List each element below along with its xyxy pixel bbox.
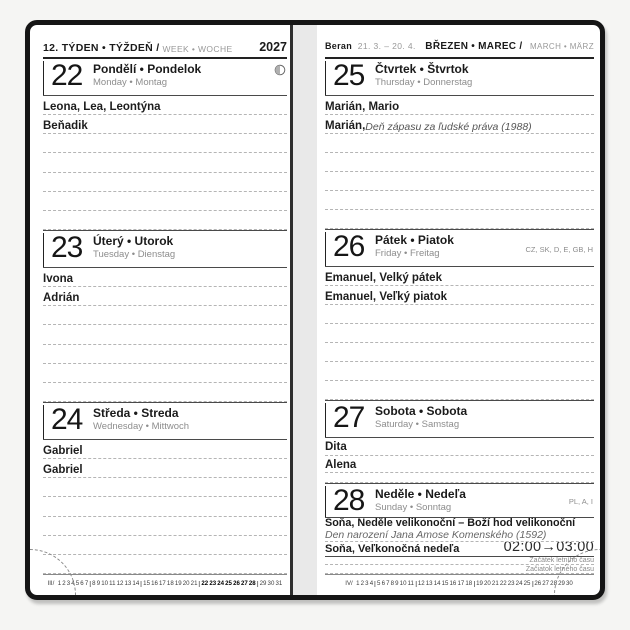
entry-name: Marián, — [325, 119, 366, 132]
empty-line — [43, 134, 287, 153]
calendar-day-6: 6 — [80, 579, 84, 587]
day-name-en-de: Friday • Freitag — [375, 247, 440, 259]
year-label: 2027 — [259, 40, 287, 54]
week-break-tick — [257, 581, 258, 587]
day-block-22 — [43, 59, 287, 230]
calendar-day-25: 25 — [224, 579, 232, 587]
moon-phase-icon — [274, 61, 287, 78]
day-names — [375, 403, 467, 437]
calendar-day-27: 27 — [542, 579, 550, 587]
calendar-day-5: 5 — [377, 579, 381, 587]
calendar-day-27: 27 — [240, 579, 248, 587]
calendar-day-30: 30 — [267, 579, 275, 587]
day-names — [93, 61, 201, 95]
empty-line — [43, 325, 287, 344]
empty-line — [325, 343, 594, 362]
calendar-day-19: 19 — [476, 579, 484, 587]
empty-line — [43, 173, 287, 192]
empty-line — [43, 517, 287, 536]
day-name-en-de: Thursday • Donnerstag — [375, 76, 473, 88]
week-break-tick — [375, 581, 376, 587]
day-rows — [43, 96, 287, 230]
zodiac-name: Beran — [325, 41, 353, 51]
day-header — [325, 59, 594, 96]
day-header — [325, 401, 594, 438]
right-day-blocks — [325, 59, 594, 574]
diary-entry: Beňadik — [43, 115, 287, 134]
month-calendar-strip-april — [325, 574, 594, 591]
day-header — [43, 403, 287, 440]
week-break-tick — [474, 581, 475, 587]
day-block-25 — [325, 59, 594, 229]
day-name-en-de: Tuesday • Dienstag — [93, 248, 176, 260]
calendar-day-24: 24 — [217, 579, 224, 587]
diary-entry: Emanuel, Veľký piatok — [325, 286, 594, 305]
anniversary-note: Den narození Jana Amose Komenského (1592) — [325, 530, 594, 543]
calendar-day-31: 31 — [275, 579, 283, 587]
left-day-blocks — [43, 59, 287, 574]
calendar-day-19: 19 — [174, 579, 182, 587]
day-rows — [325, 518, 594, 574]
empty-line — [43, 211, 287, 230]
holiday-entry: Soňa, Neděle velikonoční – Boží hod velikonoční — [325, 518, 576, 529]
empty-line — [43, 555, 287, 574]
calendar-strip-numbers — [47, 580, 282, 587]
calendar-day-11: 11 — [108, 579, 116, 587]
diary-entry: Gabriel — [43, 459, 287, 478]
day-number: 23 — [43, 233, 93, 267]
calendar-day-28: 28 — [248, 579, 256, 587]
month-name: BŘEZEN • MAREC / — [425, 41, 523, 52]
calendar-day-12: 12 — [418, 579, 425, 587]
calendar-day-22: 22 — [500, 579, 507, 587]
diary-entry: Gabriel — [43, 440, 287, 459]
calendar-day-15: 15 — [441, 579, 449, 587]
calendar-day-18: 18 — [465, 579, 473, 587]
empty-line — [325, 172, 594, 191]
empty-line — [325, 473, 594, 483]
diary-entry: Emanuel, Velký pátek — [325, 267, 594, 286]
calendar-day-23: 23 — [209, 579, 216, 587]
calendar-day-29: 29 — [558, 579, 566, 587]
day-header — [325, 484, 594, 518]
holiday-entry: Soňa, Veľkonočná nedeľa — [325, 542, 460, 555]
calendar-day-29: 29 — [259, 579, 267, 587]
empty-line — [325, 153, 594, 172]
empty-line — [43, 345, 287, 364]
day-rows — [325, 438, 594, 483]
page-gutter — [290, 25, 317, 595]
dst-note: Začiatok letného času — [325, 565, 594, 574]
day-name-en-de: Wednesday • Mittwoch — [93, 420, 190, 432]
entry-note: Deň zápasu za ľudské práva (1988) — [365, 120, 532, 133]
empty-line — [43, 364, 287, 383]
calendar-day-8: 8 — [390, 579, 395, 587]
diary-entry — [325, 542, 594, 557]
calendar-day-24: 24 — [515, 579, 523, 587]
calendar-day-13: 13 — [124, 579, 132, 587]
calendar-day-9: 9 — [96, 579, 100, 587]
calendar-day-17: 17 — [158, 579, 166, 587]
zodiac-label — [325, 36, 416, 54]
day-header — [43, 59, 287, 96]
day-block-23 — [43, 230, 287, 402]
diary-entry: Leona, Lea, Leontýna — [43, 96, 287, 115]
day-number: 26 — [325, 232, 375, 266]
calendar-day-5: 5 — [75, 579, 80, 587]
calendar-day-14: 14 — [132, 579, 140, 587]
right-page — [317, 25, 600, 595]
dst-time-change: 02:00→03:00 — [503, 542, 594, 556]
week-break-tick — [532, 581, 533, 587]
diary-entry — [325, 115, 594, 134]
calendar-day-2: 2 — [360, 579, 365, 587]
calendar-day-11: 11 — [407, 579, 415, 587]
holiday-countries-label: PL, A, I — [568, 497, 593, 507]
calendar-day-20: 20 — [484, 579, 491, 587]
empty-line — [325, 381, 594, 400]
day-header — [325, 230, 594, 267]
day-name-cs-sk: Sobota • Sobota — [375, 404, 468, 419]
diary-spread — [25, 20, 605, 600]
calendar-day-3: 3 — [365, 579, 369, 587]
week-break-tick — [199, 581, 200, 587]
day-block-24 — [43, 402, 287, 574]
calendar-day-18: 18 — [166, 579, 174, 587]
calendar-day-16: 16 — [150, 579, 158, 587]
calendar-day-21: 21 — [190, 579, 198, 587]
calendar-day-4: 4 — [369, 579, 374, 587]
diary-entry: Ivona — [43, 268, 287, 287]
calendar-day-16: 16 — [449, 579, 457, 587]
calendar-day-28: 28 — [550, 579, 558, 587]
left-page — [30, 25, 290, 595]
calendar-day-6: 6 — [381, 579, 386, 587]
calendar-day-10: 10 — [399, 579, 407, 587]
week-break-tick — [90, 581, 91, 587]
week-label: 12. TÝDEN • TÝŽDEŇ / — [43, 42, 160, 54]
day-block-27 — [325, 400, 594, 483]
day-name-en-de: Monday • Montag — [93, 76, 168, 88]
calendar-day-3: 3 — [66, 579, 70, 587]
empty-line — [325, 362, 594, 381]
day-names — [93, 233, 175, 267]
day-names — [93, 405, 189, 439]
day-names — [375, 232, 454, 266]
calendar-day-25: 25 — [523, 579, 531, 587]
calendar-day-15: 15 — [142, 579, 150, 587]
empty-line — [43, 497, 287, 516]
day-number: 24 — [43, 405, 93, 439]
empty-line — [325, 210, 594, 229]
calendar-day-23: 23 — [507, 579, 515, 587]
month-label — [425, 36, 594, 54]
day-block-28 — [325, 483, 594, 574]
month-roman-numeral: III/ — [47, 579, 55, 587]
empty-line — [325, 134, 594, 153]
calendar-day-22: 22 — [201, 579, 209, 587]
diary-entry: Alena — [325, 456, 594, 474]
calendar-day-14: 14 — [433, 579, 441, 587]
day-name-cs-sk: Čtvrtek • Štvrtok — [375, 62, 469, 76]
day-name-cs-sk: Úterý • Utorok — [93, 234, 174, 248]
calendar-day-17: 17 — [457, 579, 465, 587]
calendar-day-12: 12 — [116, 579, 124, 587]
day-rows — [325, 96, 594, 229]
day-rows — [43, 440, 287, 574]
empty-line — [43, 478, 287, 497]
week-label-translation: WEEK • WOCHE — [162, 44, 233, 54]
empty-line — [325, 305, 594, 324]
day-name-en-de: Saturday • Samstag — [375, 418, 460, 430]
calendar-day-4: 4 — [71, 579, 75, 587]
calendar-day-21: 21 — [492, 579, 499, 587]
day-name-cs-sk: Pondělí • Pondelok — [93, 62, 202, 76]
dst-note: Začátek letního času — [325, 557, 594, 566]
calendar-strip-numbers — [345, 580, 573, 587]
calendar-day-1: 1 — [356, 579, 360, 587]
zodiac-dates: 21. 3. – 20. 4. — [355, 41, 416, 51]
calendar-day-30: 30 — [566, 579, 573, 587]
day-rows — [325, 267, 594, 400]
day-names — [375, 61, 472, 95]
holiday-countries-label: CZ, SK, D, E, GB, H — [525, 244, 593, 254]
day-block-26 — [325, 229, 594, 400]
month-name-translation: MARCH • MÄRZ — [529, 42, 594, 51]
calendar-day-7: 7 — [84, 579, 89, 587]
day-name-cs-sk: Pátek • Piatok — [375, 233, 454, 248]
empty-line — [325, 191, 594, 210]
diary-entry: Dita — [325, 438, 594, 456]
calendar-day-9: 9 — [395, 579, 399, 587]
calendar-day-26: 26 — [534, 579, 542, 587]
day-number: 22 — [43, 61, 93, 95]
month-calendar-strip-march — [43, 574, 287, 591]
week-break-tick — [416, 581, 417, 587]
calendar-day-10: 10 — [101, 579, 108, 587]
diary-entry: Adrián — [43, 287, 287, 306]
empty-line — [43, 536, 287, 555]
diary-entry: Marián, Mario — [325, 96, 594, 115]
calendar-day-8: 8 — [92, 579, 96, 587]
day-name-en-de: Sunday • Sonntag — [375, 501, 452, 513]
calendar-day-2: 2 — [62, 579, 66, 587]
empty-line — [43, 192, 287, 211]
empty-line — [325, 324, 594, 343]
day-number: 28 — [325, 486, 375, 517]
empty-line — [43, 153, 287, 172]
diary-inner — [30, 25, 600, 595]
empty-line — [43, 306, 287, 325]
empty-line — [43, 383, 287, 402]
day-rows — [43, 268, 287, 402]
calendar-day-13: 13 — [425, 579, 433, 587]
week-break-tick — [141, 581, 142, 587]
week-header — [43, 33, 287, 59]
day-header — [43, 231, 287, 268]
month-header — [325, 33, 594, 59]
day-number: 27 — [325, 403, 375, 437]
calendar-day-7: 7 — [386, 579, 390, 587]
month-roman-numeral: IV/ — [345, 579, 353, 587]
day-name-cs-sk: Středa • Streda — [93, 406, 179, 420]
day-names — [375, 486, 466, 517]
day-number: 25 — [325, 61, 375, 95]
calendar-day-20: 20 — [182, 579, 190, 587]
calendar-day-1: 1 — [57, 579, 61, 587]
calendar-day-26: 26 — [232, 579, 240, 587]
day-name-cs-sk: Neděle • Nedeľa — [375, 487, 466, 502]
